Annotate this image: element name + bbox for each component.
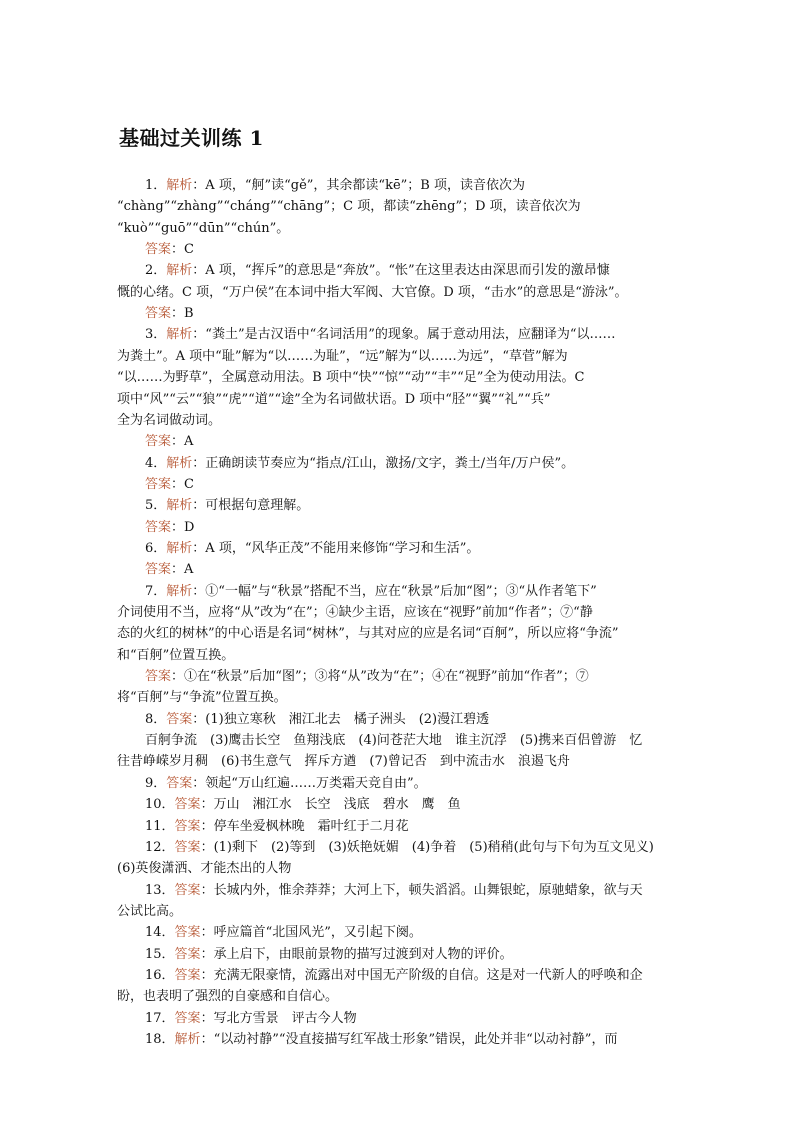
answer-label: 答案 [145,434,172,450]
text-segment: ：承上启下，由眼前景物的描写过渡到对人物的评价。 [200,946,513,962]
text-line [145,944,513,965]
text-line [145,666,589,687]
text-segment: ：万山 湘江水 长空 浅底 碧水 鹰 鱼 [200,797,461,813]
text-segment: 1． [145,178,167,193]
text-line [117,751,570,772]
text-line [117,389,550,410]
text-segment: 态的火红的树林”的中心语是名词“树林”，与其对应的应是名词“百舸”，所以应将“争流” [117,626,619,642]
text-segment: ：C [171,242,194,258]
text-line [145,453,574,474]
text-line [145,730,642,751]
text-segment: 18． [145,1032,175,1047]
answer-label: 解析 [166,540,193,556]
text-segment: 7． [145,583,167,599]
text-line [145,965,643,986]
text-line [145,880,643,901]
text-line [117,367,584,388]
text-line [145,1008,357,1029]
answer-label: 解析 [166,327,193,343]
text-line [117,687,287,708]
text-line [117,282,628,303]
text-segment: ：A [171,434,194,450]
text-line [145,773,427,794]
text-segment: 13． [145,882,175,898]
text-line [145,559,193,580]
text-line [145,303,194,324]
text-segment: ：呼应篇首“北国风光”，又引起下阕。 [200,925,422,941]
text-segment: ：C [171,476,194,492]
text-segment: ：D [171,519,195,535]
text-segment: ：“粪土”是古汉语中“名词活用”的现象。属于意动用法，应翻译为“以…… [192,327,616,343]
answer-label: 答案 [166,711,193,727]
text-line [145,816,409,837]
answer-label: 答案 [145,306,172,322]
text-segment: 16． [145,967,175,983]
text-segment: 11． [145,818,175,834]
answer-label: 答案 [145,562,172,578]
text-line [145,260,610,281]
answer-label: 答案 [174,818,201,834]
text-segment: 14． [145,925,175,941]
text-segment: 介词使用不当，应将“从”改为“在”；④缺少主语，应该在“视野”前加“作者”；⑦“静 [117,605,593,620]
text-line [145,324,616,345]
text-line [145,517,194,538]
text-segment: ：(1)剩下 (2)等到 (3)妖艳妩媚 (4)争着 (5)稍稍(此句与下句为互文见义) [200,839,654,855]
text-segment: ：可根据句意理解。 [192,498,310,514]
text-line [117,858,291,879]
text-line [117,645,234,666]
answer-label: 解析 [166,498,193,514]
text-segment: 百舸争流 (3)鹰击长空 鱼翔浅底 (4)问苍茫大地 谁主沉浮 (5)携来百侣曾游 忆 [145,733,643,749]
text-segment: (6)英俊潇洒、才能杰出的人物 [117,861,292,877]
text-line [145,239,194,260]
text-segment: 和“百舸”位置互换。 [117,647,235,663]
text-segment: ：①“一幅”与“秋景”搭配不当，应在“秋景”后加“图”；③“从作者笔下” [192,583,597,599]
text-line [117,623,619,644]
text-segment: “以……为野草”，全属意动用法。B 项中“快”“惊”“动”“丰”“足”全为使动用法。C [117,370,585,386]
answer-label: 答案 [166,775,193,791]
text-segment: 盼，也表明了强烈的自豪感和自信心。 [117,989,339,1005]
text-line [145,581,597,602]
text-line [117,410,221,431]
answer-label: 答案 [174,797,201,813]
text-segment: 9． [145,775,167,791]
text-segment: ：A 项，“挥斥”的意思是“奔放”。“怅”在这里表达由深思而引发的激昂慷 [192,263,610,279]
text-segment: 12． [145,839,175,855]
page-title: 基础过关训练 1 [119,126,264,150]
text-segment: ：长城内外，惟余莽莽；大河上下，顿失滔滔。山舞银蛇，原驰蜡象，欲与天 [200,882,643,898]
text-line [145,794,461,815]
answer-label: 解析 [166,263,193,279]
answer-label: 答案 [145,476,172,492]
text-segment: ：写北方雪景 评古今人物 [200,1010,357,1026]
answer-label: 答案 [174,925,201,941]
answer-label: 解析 [166,455,193,471]
answer-label: 答案 [174,839,201,855]
text-segment: ：①在“秋景”后加“图”；③将“从”改为“在”；④在“视野”前加“作者”；⑦ [171,669,589,685]
text-line [117,346,568,367]
text-segment: 15． [145,946,175,962]
text-line [117,218,289,239]
text-segment: ：B [171,306,194,322]
text-segment: 慨的心绪。C 项，“万户侯”在本词中指大军阀、大官僚。D 项，“击水”的意思是“游泳”。 [117,284,628,300]
text-segment: “kuò”“guō”“dūn”“chún”。 [117,220,290,236]
answer-label: 答案 [174,967,201,983]
text-line [117,196,581,217]
answer-label: 解析 [166,178,193,193]
text-segment: 17． [145,1010,175,1026]
text-segment: 6． [145,540,167,556]
text-segment: ：停车坐爱枫林晚 霜叶红于二月花 [200,818,409,834]
text-segment: 5． [145,498,167,514]
text-segment: 往昔峥嵘岁月稠 (6)书生意气 挥斥方遒 (7)曾记否 到中流击水 浪遏飞舟 [117,754,570,770]
text-segment: ：“以动衬静”“没直接描写红军战士形象”错误，此处并非“以动衬静”，而 [200,1032,618,1047]
text-segment: “chàng”“zhàng”“cháng”“chāng”；C 项，都读“zhēng”；D 项，读音依次为 [117,199,581,215]
text-line [117,901,182,922]
text-segment: 为粪土”。A 项中“耻”解为“以……为耻”，“远”解为“以……为远”，“草菅”解为 [117,348,568,364]
text-segment: ：A 项，“风华正茂”不能用来修饰“学习和生活”。 [192,540,480,556]
text-segment: ：领起“万山红遍……万类霜天竞自由”。 [192,775,427,791]
text-line [145,922,422,943]
text-segment: ：正确朗读节奏应为“指点/江山，激扬/文字，粪土/当年/万户侯”。 [192,455,575,471]
answer-label: 答案 [145,669,172,685]
text-segment: 全为名词做动词。 [117,412,222,428]
text-segment: ：A 项，“舸”读“gě”，其余都读“kē”；B 项，读音依次为 [192,178,525,193]
text-line [145,431,193,452]
text-segment: 8． [145,711,167,727]
text-segment: 将“百舸”与“争流”位置互换。 [117,690,287,706]
text-line [117,986,338,1007]
text-segment: 2． [145,263,167,279]
answer-label: 解析 [174,1032,201,1047]
text-line [145,709,489,730]
text-segment: 公试比高。 [117,903,183,919]
text-line [145,175,525,196]
text-line [117,602,593,623]
text-segment: ：充满无限豪情，流露出对中国无产阶级的自信。这是对一代新人的呼唤和企 [200,967,643,983]
answer-label: 答案 [174,946,201,962]
text-line [145,837,654,858]
answer-label: 答案 [174,882,201,898]
text-line [145,538,479,559]
answer-label: 解析 [166,583,193,599]
text-segment: ：A [171,562,194,578]
text-segment: 10． [145,797,175,813]
text-line [145,495,309,516]
answer-label: 答案 [174,1010,201,1026]
text-segment: ：(1)独立寒秋 湘江北去 橘子洲头 (2)漫江碧透 [192,711,490,727]
text-segment: 4． [145,455,167,471]
answer-label: 答案 [145,519,172,535]
text-line [145,1029,617,1050]
text-line [145,474,194,495]
text-segment: 项中“风”“云”“狼”“虎”“道”“途”全为名词做状语。D 项中“胫”“翼”“礼”“兵” [117,391,551,407]
answer-label: 答案 [145,242,172,258]
text-segment: 3． [145,327,167,343]
